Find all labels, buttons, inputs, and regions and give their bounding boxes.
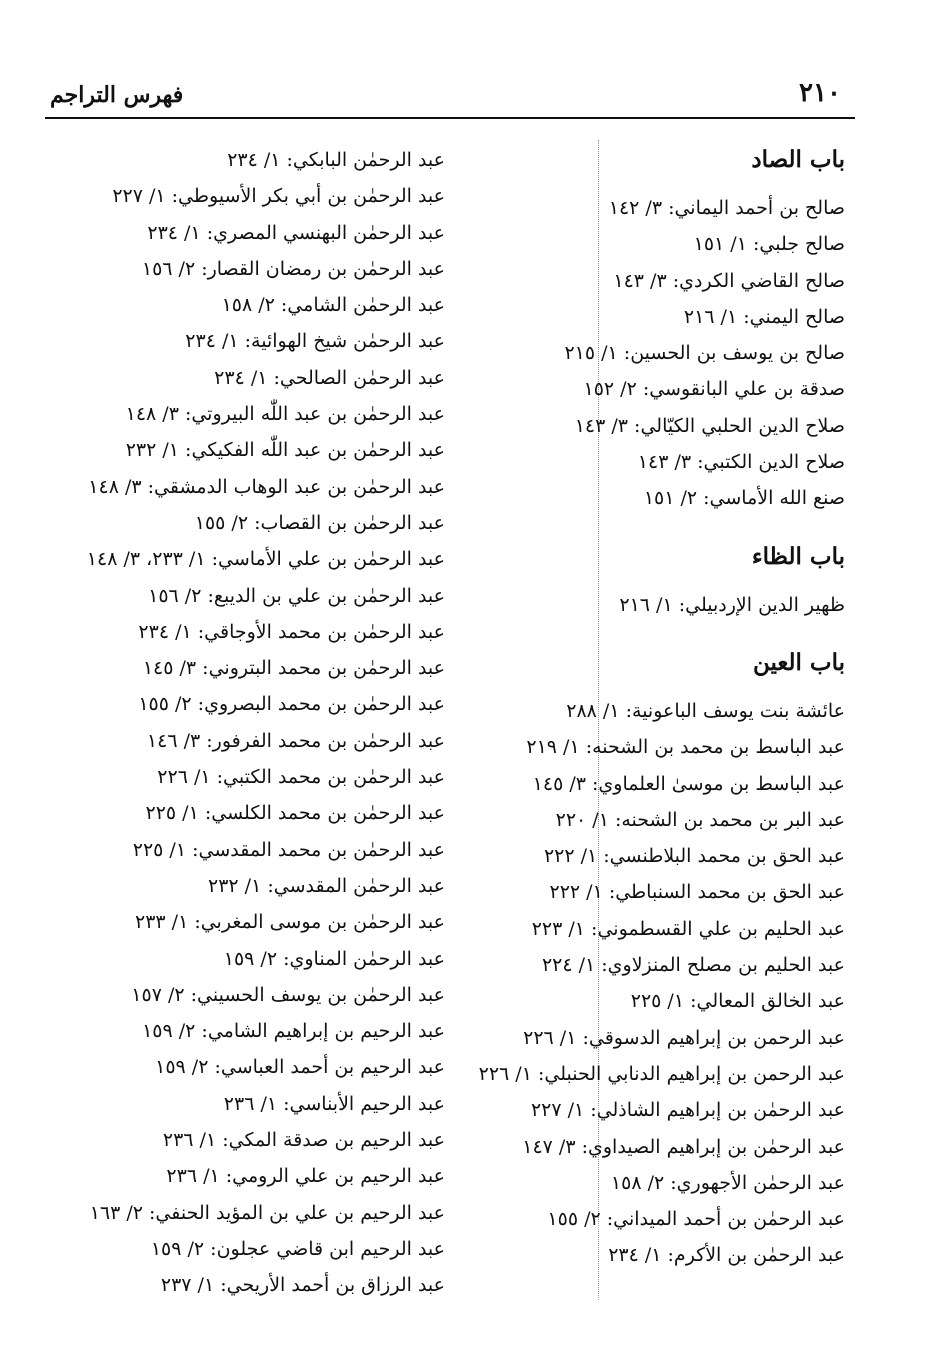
index-entry: عبد الرحمٰن بن علي بن الديبع: ٢/ ١٥٦	[148, 584, 445, 607]
index-entry: عبد الرحمٰن الصالحي: ١/ ٢٣٤	[214, 366, 445, 389]
index-entry: صالح اليمني: ١/ ٢١٦	[683, 305, 845, 328]
index-entry: عبد الرحمٰن بن أحمد الميداني: ٢/ ١٥٥	[547, 1208, 845, 1231]
index-entry: عبد الحق بن محمد البلاطنسي: ١/ ٢٢٢	[543, 845, 845, 868]
index-entry: عبد الرحيم بن علي الرومي: ١/ ٢٣٦	[166, 1165, 445, 1188]
right-column	[475, 142, 845, 1296]
index-entry: عبد الرحمٰن المناوي: ٢/ ١٥٩	[223, 947, 445, 970]
index-entry: عبد الرحيم ابن قاضي عجلون: ٢/ ١٥٩	[150, 1237, 445, 1260]
index-entry: صالح جلبي: ١/ ١٥١	[693, 233, 845, 256]
index-entry: عبد البر بن محمد بن الشحنه: ١/ ٢٢٠	[555, 808, 845, 831]
index-entry: عبد الرحمٰن بن محمد الأوجاقي: ١/ ٢٣٤	[138, 620, 445, 643]
index-entry: عبد الرحمٰن بن الأكرم: ١/ ٢٣٤	[608, 1244, 845, 1267]
index-entry: عبد الرحمٰن بن محمد الكلسي: ١/ ٢٢٥	[145, 802, 445, 825]
index-section	[475, 539, 845, 623]
index-entry: عبد الرحمٰن البابكي: ١/ ٢٣٤	[227, 149, 445, 171]
index-entry: عبد الرحمٰن بن محمد الكتبي: ١/ ٢٢٦	[157, 766, 445, 789]
index-entry: عبد الرحمٰن بن يوسف الحسيني: ٢/ ١٥٧	[131, 983, 445, 1006]
index-entry: صلاح الدين الحلبي الكيّالي: ٣/ ١٤٣	[574, 414, 845, 437]
running-title: فهرس التراجم	[50, 82, 184, 108]
index-entry: عبد الرحمٰن بن علي الأماسي: ١/ ٢٣٣، ٣/ ١٤٨	[86, 548, 445, 571]
index-entry: عبد الحق بن محمد السنباطي: ١/ ٢٢٢	[549, 881, 845, 904]
index-entry: ظهير الدين الإردبيلي: ١/ ٢١٦	[619, 593, 845, 616]
index-entry: عبد الرحمٰن بن موسى المغربي: ١/ ٢٣٣	[134, 911, 445, 934]
index-entry: عبد الحليم بن علي القسطموني: ١/ ٢٢٣	[531, 917, 845, 940]
index-entry: عبد الرحمٰن بن أبي بكر الأسيوطي: ١/ ٢٢٧	[112, 185, 445, 208]
index-entry: عبد الرحمٰن الشامي: ٢/ ١٥٨	[221, 294, 445, 317]
index-entry: عبد الرحمٰن بن محمد المقدسي: ١/ ٢٢٥	[132, 838, 445, 861]
index-entry: صدقة بن علي البانقوسي: ٢/ ١٥٢	[583, 378, 845, 401]
index-entry: عبد الباسط بن موسىٰ العلماوي: ٣/ ١٤٥	[532, 772, 845, 795]
index-entry: صالح بن يوسف بن الحسين: ١/ ٢١٥	[564, 342, 845, 365]
index-entry: عبد الرحمٰن بن محمد البتروني: ٣/ ١٤٥	[142, 657, 445, 680]
index-entry: صالح القاضي الكردي: ٣/ ١٤٣	[613, 269, 845, 292]
index-entry: عبد الرحمٰن بن عبد اللّٰه البيروتي: ٣/ ١٤٨	[125, 403, 445, 426]
header-divider	[45, 117, 855, 119]
index-entry: عبد الرحمٰن بن محمد البصروي: ٢/ ١٥٥	[138, 693, 445, 716]
index-entry: عبد الرحمٰن بن القصاب: ٢/ ١٥٥	[194, 511, 445, 534]
index-section	[475, 142, 845, 517]
index-entry: عبد الحليم بن مصلح المنزلاوي: ١/ ٢٢٤	[541, 954, 845, 977]
index-entry: عبد الرحيم الأبناسي: ١/ ٢٣٦	[223, 1092, 445, 1115]
index-entry: صنع الله الأماسي: ٢/ ١٥١	[643, 487, 845, 510]
index-entry: عبد الرحمن بن إبراهيم الدسوقي: ١/ ٢٢٦	[523, 1026, 845, 1049]
index-entry: عبد الرحيم بن صدقة المكي: ١/ ٢٣٦	[162, 1129, 445, 1152]
section-heading: باب العين	[752, 648, 845, 676]
index-entry: عبد الرحمٰن بن محمد الفرفور: ٣/ ١٤٦	[146, 729, 445, 752]
index-entry: عبد الرحمٰن بن رمضان القصار: ٢/ ١٥٦	[141, 257, 445, 280]
index-entry: عبد الرحمٰن بن عبد اللّٰه الفكيكي: ١/ ٢٣٢	[125, 439, 445, 462]
index-entry: عبد الرحمٰن الأجهوري: ٢/ ١٥٨	[610, 1171, 845, 1194]
index-entry: عبد الباسط بن محمد بن الشحنه: ١/ ٢١٩	[526, 736, 845, 759]
index-entry: عبد الرحمٰن بن إبراهيم الصيداوي: ٣/ ١٤٧	[522, 1135, 845, 1158]
index-entry: عبد الرحيم بن علي بن المؤيد الحنفي: ٢/ ١٦٣	[89, 1201, 445, 1224]
index-entry: عبد الرحيم بن أحمد العباسي: ٢/ ١٥٩	[155, 1056, 445, 1079]
index-section	[475, 645, 845, 1274]
page-number: ٢١٠	[799, 78, 841, 108]
index-entry: عبد الخالق المعالي: ١/ ٢٢٥	[630, 990, 845, 1013]
section-heading: باب الظاء	[751, 542, 845, 570]
index-entry: صلاح الدين الكتبي: ٣/ ١٤٣	[637, 451, 845, 474]
index-entry: عائشة بنت يوسف الباعونية: ١/ ٢٨٨	[566, 699, 845, 722]
left-column	[65, 142, 445, 1304]
index-entry: عبد الرحمٰن البهنسي المصري: ١/ ٢٣٤	[147, 221, 445, 244]
index-entry: عبد الرحمٰن المقدسي: ١/ ٢٣٢	[208, 874, 445, 897]
index-entry: عبد الرحمن بن إبراهيم الدنابي الحنبلي: ١/ ٢٢٦	[478, 1062, 845, 1085]
index-entry: عبد الرحمٰن بن عبد الوهاب الدمشقي: ٣/ ١٤٨	[88, 475, 445, 498]
index-entry: عبد الرحمٰن شيخ الهوائية: ١/ ٢٣٤	[185, 330, 445, 353]
section-heading: باب الصاد	[751, 146, 845, 173]
index-entry: عبد الرزاق بن أحمد الأريحي: ١/ ٢٣٧	[160, 1274, 445, 1297]
index-entry: صالح بن أحمد اليماني: ٣/ ١٤٢	[608, 197, 845, 219]
index-entry: عبد الرحمٰن بن إبراهيم الشاذلي: ١/ ٢٢٧	[530, 1099, 845, 1122]
index-entry: عبد الرحيم بن إبراهيم الشامي: ٢/ ١٥٩	[142, 1020, 445, 1043]
